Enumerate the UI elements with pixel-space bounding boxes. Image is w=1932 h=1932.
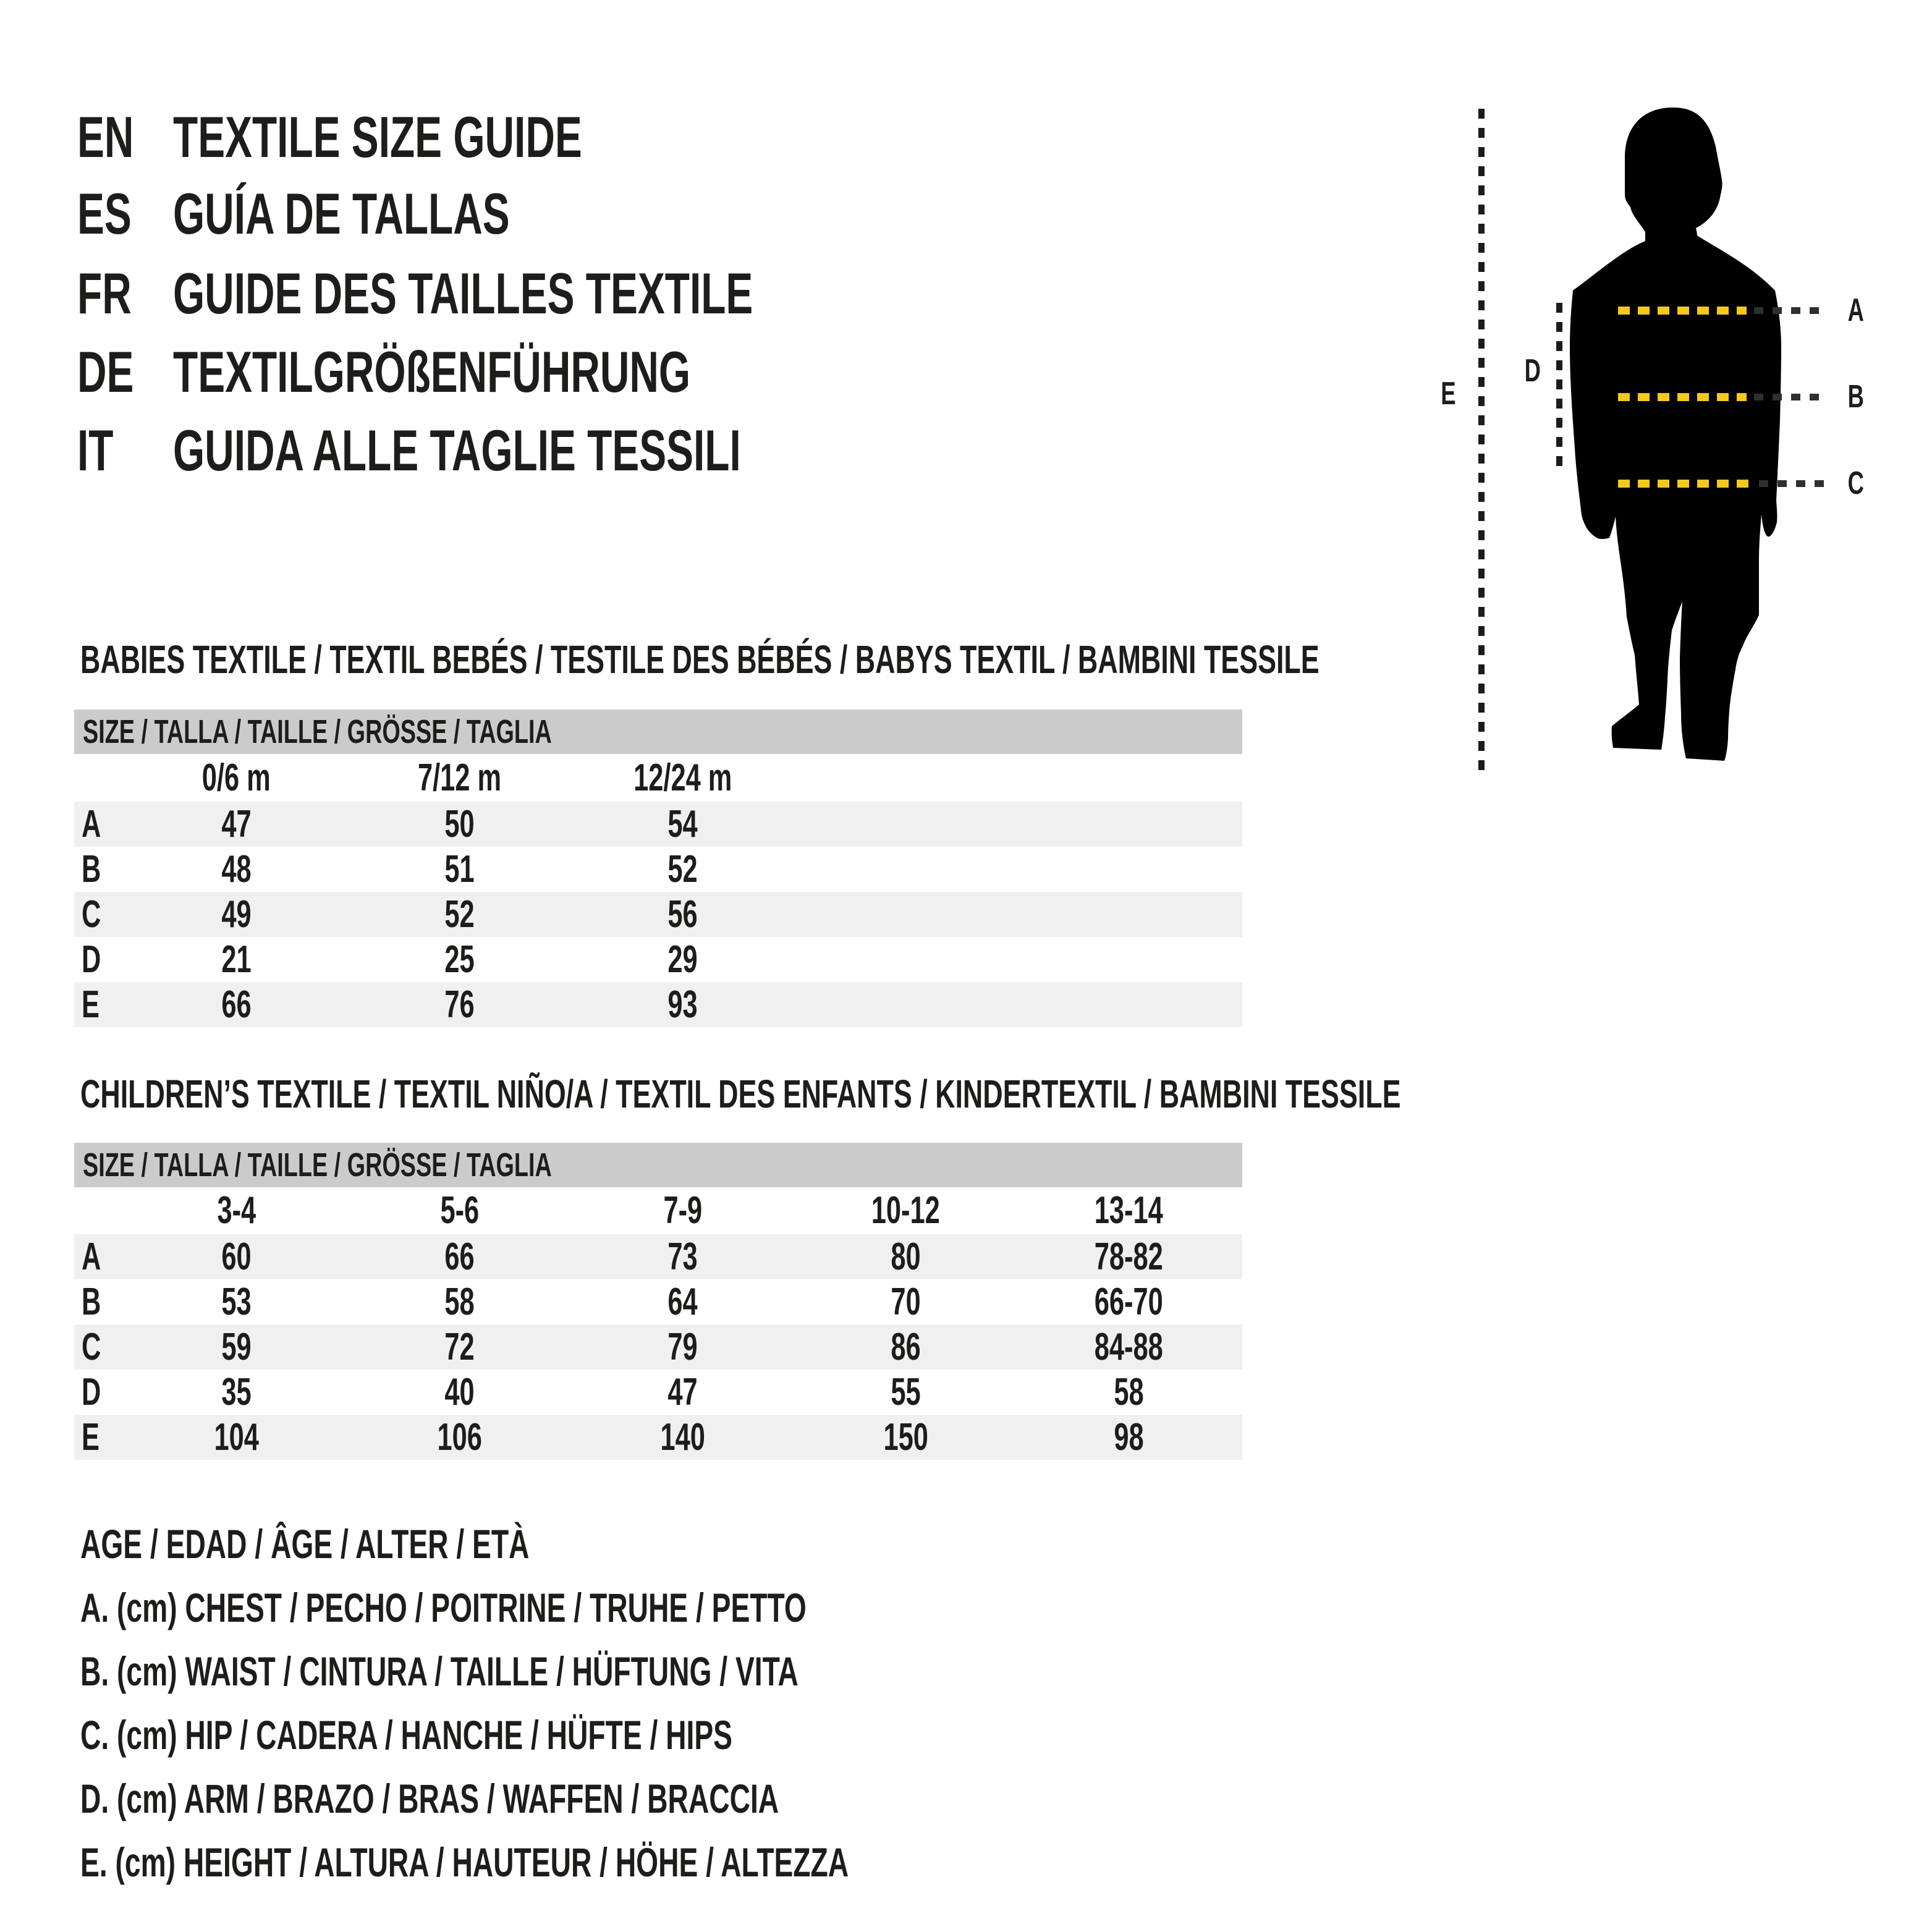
table-cell: 84-88 [1094,1325,1163,1368]
table-cell: 48 [221,847,252,891]
table-cell: 40 [444,1370,475,1413]
children-section-title: CHILDREN’S TEXTILE / TEXTIL NIÑO/A / TEXTIL DES ENFANTS / KINDERTEXTIL / BAMBINI TESSILE [80,1072,1401,1116]
children-column-header-row [74,1187,1242,1234]
table-cell: 72 [444,1325,475,1368]
measure-label-a: A [1847,292,1865,328]
table-cell: 21 [221,938,252,981]
language-row-it [77,418,985,483]
column-header: 0/6 m [202,756,271,799]
babies-table-row-b [74,847,1242,892]
babies-column-header-row [74,754,1242,802]
table-cell: 98 [1114,1415,1144,1459]
table-cell: 52 [667,847,698,891]
column-header: 12/24 m [633,756,732,799]
table-cell: 140 [660,1415,705,1459]
table-cell: 47 [221,802,252,845]
babies-table-row-c [74,892,1242,937]
row-label: B [82,1280,101,1323]
language-code: ES [77,181,132,246]
language-code: EN [77,104,134,169]
table-cell: 64 [667,1280,698,1323]
language-row-de [77,339,912,404]
language-code: IT [77,418,114,483]
legend-age-line: AGE / EDAD / ÂGE / ALTER / ETÀ [80,1521,530,1567]
legend-arm-line: D. (cm) ARM / BRAZO / BRAS / WAFFEN / BRACCIA [80,1776,779,1821]
measure-label-d: D [1524,353,1541,389]
table-cell: 66 [221,983,252,1026]
waist-measure-line-yellow [1618,393,1747,401]
language-code: DE [77,339,134,404]
row-label: C [82,892,101,936]
row-label: A [82,802,101,845]
table-cell: 79 [667,1325,698,1368]
table-cell: 49 [221,892,252,936]
chest-measure-line-yellow [1618,307,1747,315]
table-cell: 78-82 [1094,1235,1163,1278]
row-label: B [82,847,101,891]
children-size-header-bar: SIZE / TALLA / TAILLE / GRÖSSE / TAGLIA [74,1143,1242,1187]
children-table-row-c [74,1324,1242,1370]
language-title: TEXTILGRÖßENFÜHRUNG [173,339,691,404]
table-cell: 54 [667,802,698,845]
column-header: 7-9 [663,1189,702,1232]
column-header: 10-12 [871,1189,940,1232]
table-cell: 104 [214,1415,259,1459]
waist-measure-line-dark [1754,394,1826,400]
table-cell: 52 [444,892,475,936]
table-cell: 66 [444,1235,475,1278]
table-cell: 29 [667,938,698,981]
language-title: GUIDA ALLE TAGLIE TESSILI [173,418,741,483]
table-cell: 58 [444,1280,475,1323]
table-cell: 58 [1114,1370,1144,1413]
row-label: E [82,1415,100,1459]
babies-table-row-e [74,982,1242,1027]
hip-measure-line-yellow [1618,480,1754,488]
row-label: A [82,1235,101,1278]
column-header: 13-14 [1094,1189,1163,1232]
babies-size-header-bar: SIZE / TALLA / TAILLE / GRÖSSE / TAGLIA [74,710,1242,754]
legend-height-line: E. (cm) HEIGHT / ALTURA / HAUTEUR / HÖHE / ALTEZZA [80,1839,849,1885]
row-label: D [82,938,101,981]
measure-label-e: E [1440,376,1456,412]
language-row-fr [77,261,1001,326]
legend-chest-line: A. (cm) CHEST / PECHO / POITRINE / TRUHE / PETTO [80,1585,807,1630]
table-cell: 47 [667,1370,698,1413]
table-cell: 73 [667,1235,698,1278]
babies-table-row-d [74,937,1242,982]
babies-section-title: BABIES TEXTILE / TEXTIL BEBÉS / TESTILE DES BÉBÉS / BABYS TEXTIL / BAMBINI TESSILE [80,637,1320,682]
language-title: GUÍA DE TALLAS [173,181,510,246]
legend-hip-line: C. (cm) HIP / CADERA / HANCHE / HÜFTE / HIPS [80,1712,732,1758]
table-cell: 59 [221,1325,252,1368]
measure-label-c: C [1847,465,1865,501]
children-table-row-a [74,1234,1242,1279]
column-header: 3-4 [217,1189,256,1232]
children-table-row-d [74,1370,1242,1415]
table-cell: 35 [221,1370,252,1413]
table-cell: 80 [891,1235,921,1278]
table-cell: 51 [444,847,475,891]
legend-waist-line: B. (cm) WAIST / CINTURA / TAILLE / HÜFTUNG / VITA [80,1648,799,1694]
column-header: 5-6 [440,1189,479,1232]
children-table-row-b [74,1279,1242,1324]
table-cell: 86 [891,1325,921,1368]
language-row-en [77,104,757,169]
table-cell: 50 [444,802,475,845]
table-cell: 60 [221,1235,252,1278]
row-label: E [82,983,100,1026]
language-row-es [77,181,654,246]
child-silhouette-icon [1533,102,1829,844]
table-cell: 66-70 [1094,1280,1163,1323]
children-table-row-e [74,1415,1242,1460]
language-title: TEXTILE SIZE GUIDE [173,104,582,169]
language-code: FR [77,261,132,326]
table-cell: 53 [221,1280,252,1323]
row-label: C [82,1325,101,1368]
measure-label-b: B [1847,379,1865,415]
language-title: GUIDE DES TAILLES TEXTILE [173,261,753,326]
table-cell: 76 [444,983,475,1026]
table-cell: 106 [437,1415,482,1459]
chest-measure-line-dark [1754,307,1826,314]
row-label: D [82,1370,101,1413]
table-cell: 56 [667,892,698,936]
hip-measure-line-dark [1759,480,1831,487]
table-cell: 25 [444,938,475,981]
table-cell: 93 [667,983,698,1026]
table-cell: 150 [883,1415,928,1459]
table-cell: 70 [891,1280,921,1323]
babies-table-row-a [74,802,1242,847]
table-cell: 55 [891,1370,921,1413]
arm-measure-dashed-line-d [1556,303,1562,470]
column-header: 7/12 m [417,756,502,799]
